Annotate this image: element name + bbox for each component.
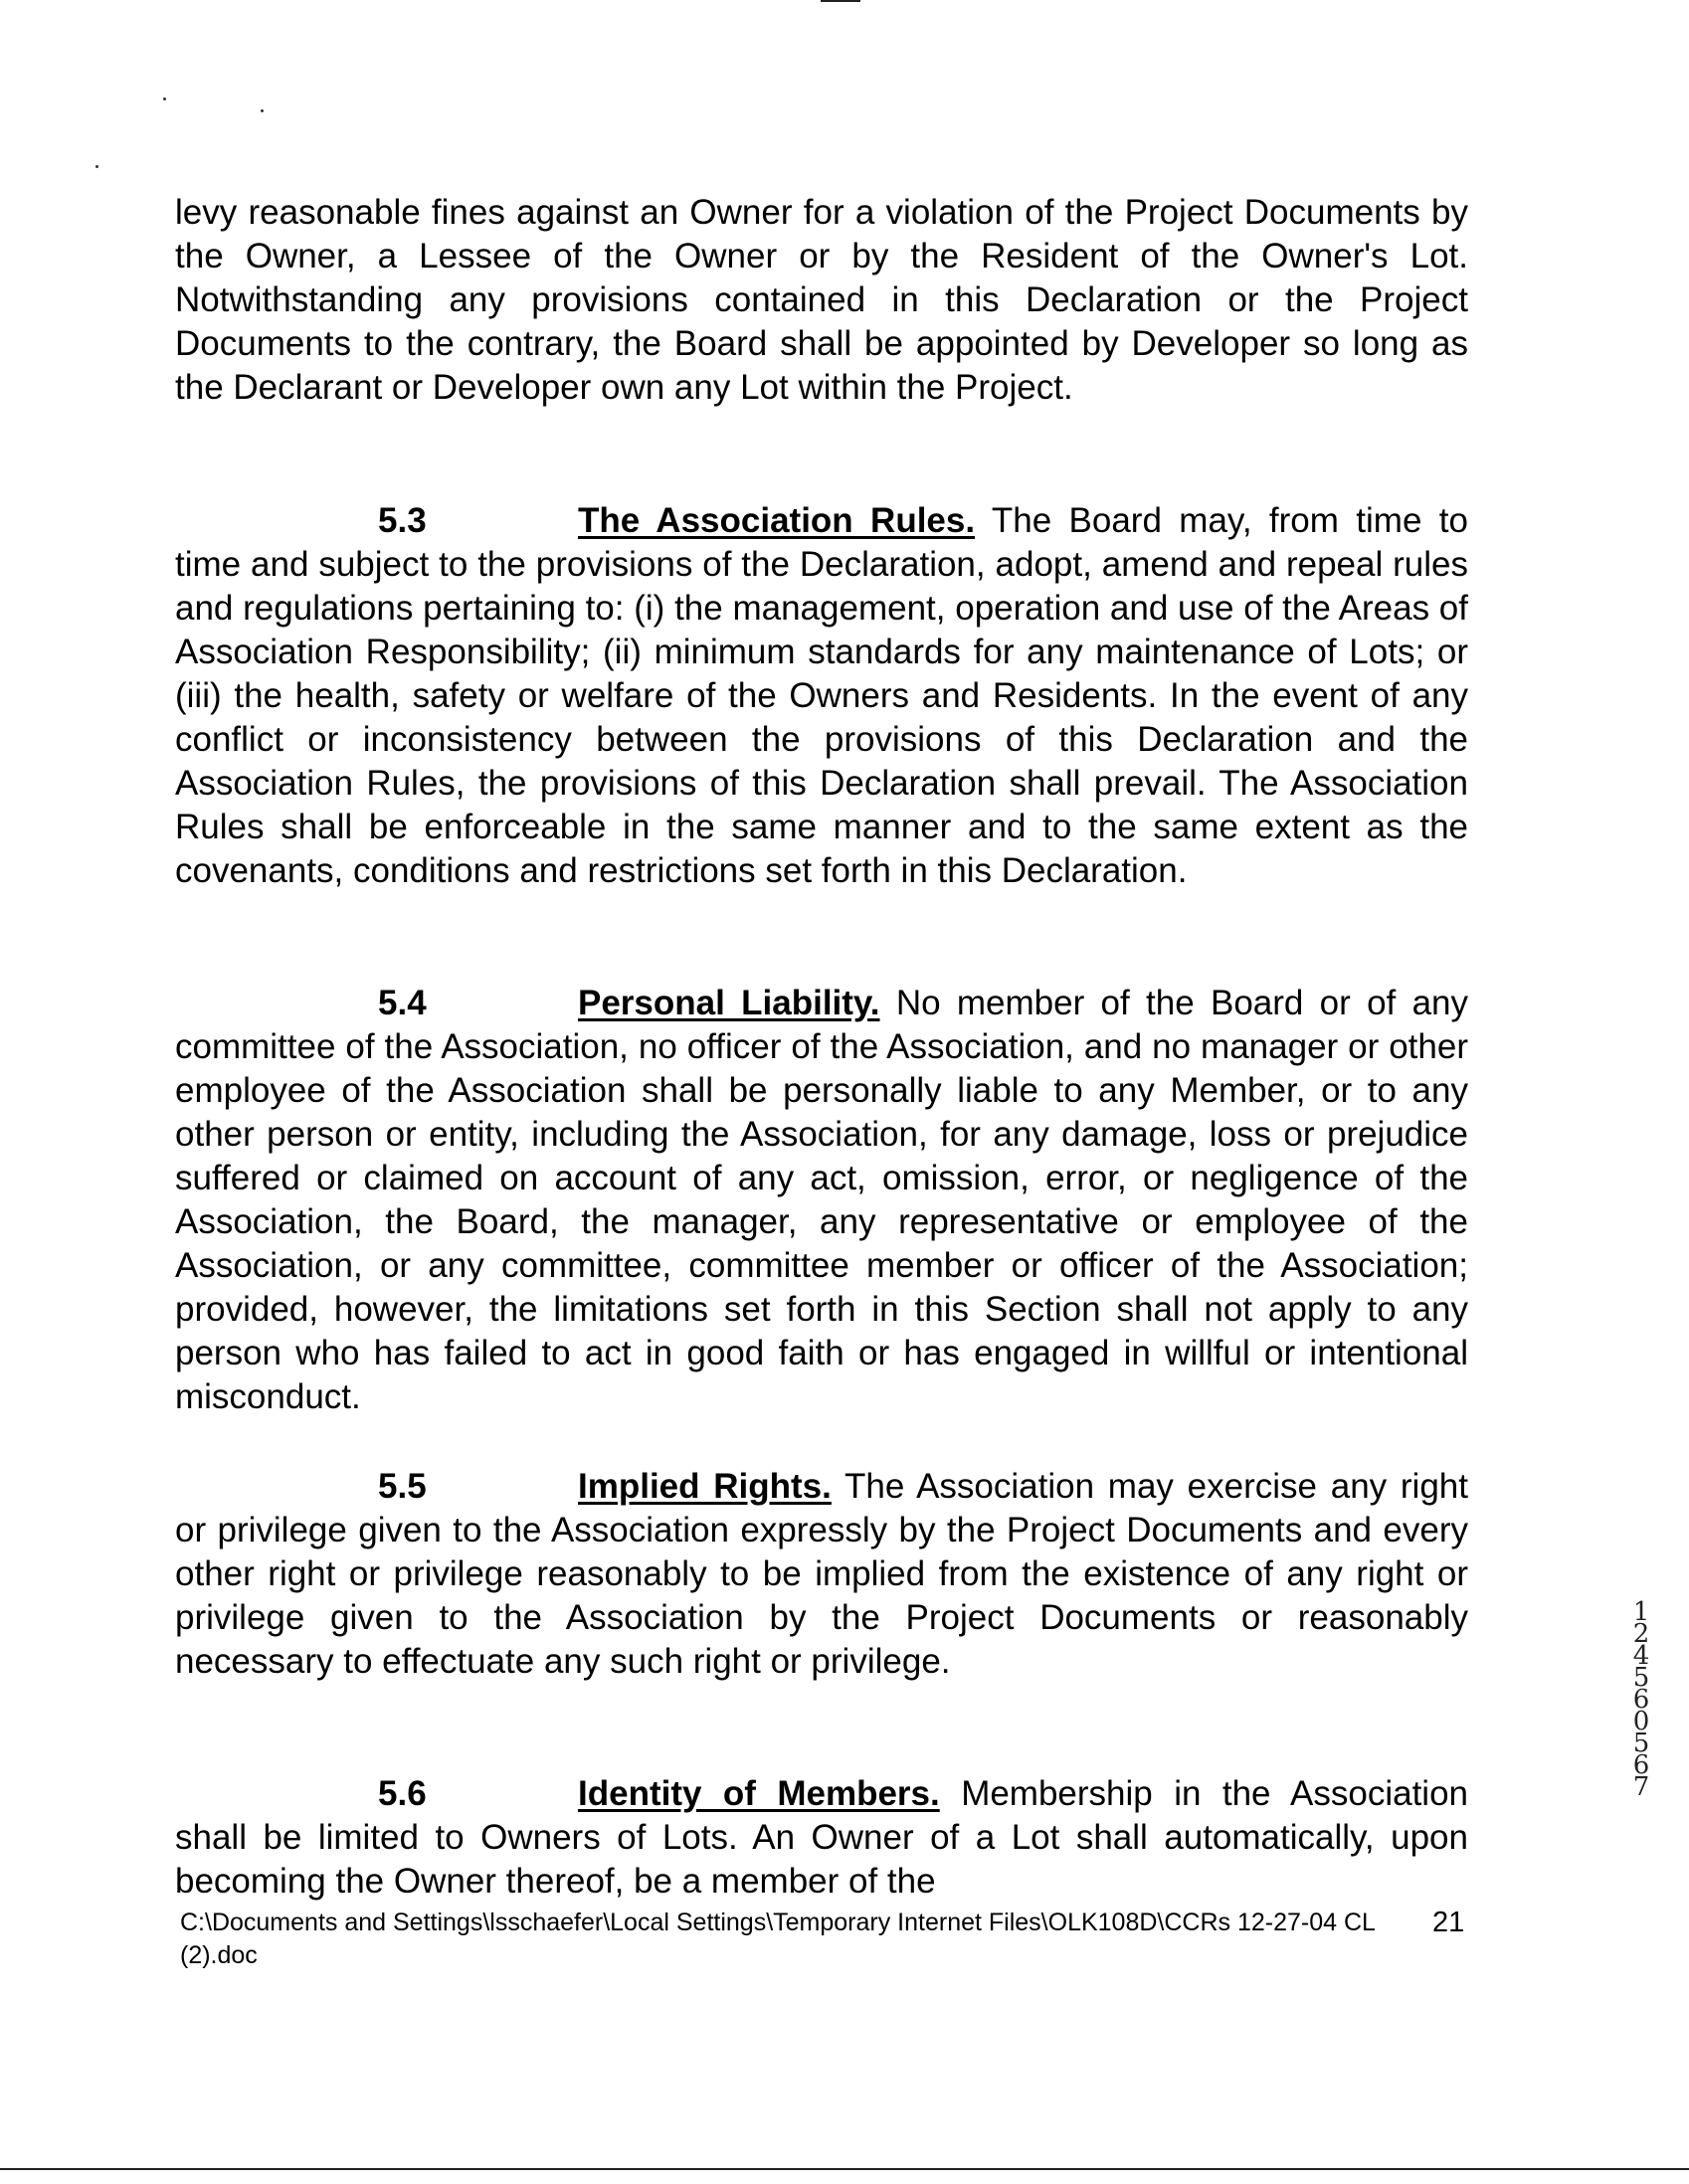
section-body: No member of the Board or of any committee of the Association, no officer of the Association, and no manager or other employee of the Association shall be personally liable to any Member, or to any other person or entity, including the Association, for any damage, loss or prejudice suffered or claimed on account of any act, omission, error, or negligence of the Association, the Board, the manager, any representative or employee of the Association, or any committee, committee member or officer of the Association; provided, however, the limitations set forth in this Section shall not apply to any person who has failed to act in good faith or has engaged in willful or intentional misconduct.: [175, 984, 1469, 1416]
section-body: The Board may, from time to time and subject to the provisions of the Declaration, adopt, amend and repeal rules and regulations pertaining to: (i) the management, operation and use of the Areas of Association Responsibility; (ii) minimum standards for any maintenance of Lots; or (iii) the health, safety or welfare of the Owners and Residents. In the event of any conflict or inconsistency between the provisions of this Declaration and the Association Rules, the provisions of this Declaration shall prevail. The Association Rules shall be enforceable in the same manner and to the same extent as the covenants, conditions and restrictions set forth in this Declaration.: [175, 501, 1468, 890]
scan-speck: [95, 165, 98, 168]
section-body: The Association may exercise any right or privilege given to the Association expressly by the Project Documents and every other right or privilege reasonably to be implied from the existence of any right or privilege given to the Association by the Project Documents or reasonably necessary to effectuate any such right or privilege.: [175, 1467, 1468, 1681]
scan-speck: [261, 109, 264, 112]
continuation-paragraph: levy reasonable fines against an Owner for a violation of the Project Documents by the Owner, a Lessee of the Owner or by the Resident of the Owner's Lot. Notwithstanding any provisions contained in this Declaration or the Project Documents to the contrary, the Board shall be appointed by Developer so long as the Declarant or Developer own any Lot within the Project.: [175, 193, 1468, 407]
section-5-6: [175, 1772, 1468, 1904]
scan-speck: [163, 97, 166, 100]
footer-file-path: C:\Documents and Settings\lsschaefer\Local Settings\Temporary Internet Files\OLK108D\CCRs 12-27-04 CL (2).doc: [180, 1909, 1376, 1969]
section-heading: The Association Rules.: [578, 501, 976, 540]
section-number: 5.3: [378, 501, 427, 540]
section-heading: Implied Rights.: [578, 1467, 832, 1506]
section-5-3: [175, 499, 1468, 893]
section-heading: Identity of Members.: [578, 1774, 940, 1813]
section-heading: Personal Liability.: [578, 984, 880, 1022]
section-number: 5.4: [378, 984, 427, 1022]
section-5-5: [175, 1465, 1468, 1684]
section-5-4: [175, 982, 1468, 1419]
section-body: Membership in the Association shall be limited to Owners of Lots. An Owner of a Lot shall automatically, upon becoming the Owner thereof, be a member of the: [175, 1774, 1468, 1901]
scan-mark: [821, 0, 860, 2]
page-number: 21: [1432, 1907, 1465, 1938]
section-number: 5.6: [378, 1774, 427, 1813]
section-number: 5.5: [378, 1467, 427, 1506]
scan-edge: [0, 2168, 1689, 2170]
side-stamp-number: 12456 0567: [1632, 1597, 1650, 1802]
